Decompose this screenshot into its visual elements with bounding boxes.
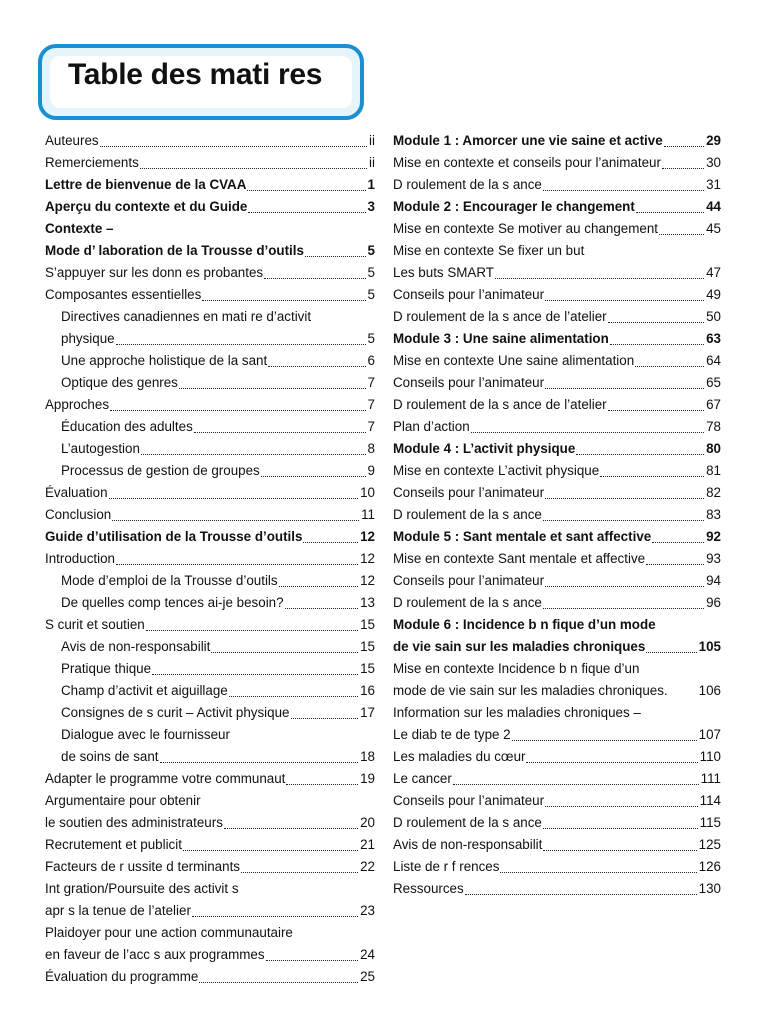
dot-leader: [241, 872, 358, 873]
toc-entry-label: Adapter le programme votre communaut: [45, 771, 286, 786]
toc-entry-label: Facteurs de r ussite d terminants: [45, 859, 240, 874]
toc-entry-label: Avis de non-responsabilit: [393, 837, 543, 852]
toc-entry-page: 64: [706, 353, 721, 368]
toc-entry-label: S curit et soutien: [45, 617, 145, 632]
toc-entry-page: ii: [369, 155, 375, 170]
toc-entry[interactable]: [393, 548, 721, 570]
toc-entry-label: Recrutement et publicit: [45, 837, 182, 852]
dot-leader: [576, 454, 704, 455]
toc-entry[interactable]: [393, 130, 721, 152]
dot-leader: [110, 410, 366, 411]
toc-entry-page: 10: [360, 485, 375, 500]
toc-entry-label: Éducation des adultes: [61, 419, 193, 434]
toc-entry-page: 7: [367, 419, 375, 434]
dot-leader: [636, 212, 704, 213]
toc-entry[interactable]: [45, 130, 375, 152]
toc-entry[interactable]: [393, 460, 721, 482]
toc-entry-label: Une approche holistique de la sant: [61, 353, 268, 368]
toc-entry-label: De quelles comp tences ai-je besoin?: [61, 595, 284, 610]
title-frame: [38, 44, 364, 120]
dot-leader: [610, 344, 704, 345]
toc-entry-page: 82: [706, 485, 721, 500]
toc-entry-page: 63: [706, 331, 721, 346]
toc-entry-page: 114: [699, 793, 721, 808]
toc-entry-page: 50: [706, 309, 721, 324]
dot-leader: [194, 432, 366, 433]
dot-leader: [453, 784, 699, 785]
dot-leader: [526, 762, 697, 763]
dot-leader: [543, 520, 704, 521]
toc-entry-page: 6: [367, 353, 375, 368]
dot-leader: [261, 476, 366, 477]
toc-left-column: [45, 130, 375, 988]
toc-entry-label: Conseils pour l’animateur: [393, 287, 545, 302]
dot-leader: [109, 498, 359, 499]
dot-leader: [100, 146, 367, 147]
toc-entry-label: Remerciements: [45, 155, 139, 170]
toc-entry-page: 5: [367, 331, 375, 346]
toc-entry[interactable]: [45, 350, 375, 372]
dot-leader: [266, 960, 359, 961]
toc-entry-label: Évaluation du programme: [45, 969, 199, 984]
toc-entry-page: 7: [367, 375, 375, 390]
toc-entry[interactable]: [45, 966, 375, 988]
toc-entry[interactable]: [45, 482, 375, 504]
toc-entry-label: Composantes essentielles: [45, 287, 202, 302]
toc-entry-page: 1: [367, 177, 375, 192]
toc-entry[interactable]: [393, 636, 721, 658]
dot-leader: [248, 212, 365, 213]
toc-entry-page: 20: [360, 815, 375, 830]
toc-entry-page: 9: [367, 463, 375, 478]
dot-leader: [652, 542, 704, 543]
toc-entry[interactable]: [45, 614, 375, 636]
toc-entry-page: 25: [360, 969, 375, 984]
toc-entry[interactable]: [45, 416, 375, 438]
dot-leader: [303, 542, 358, 543]
toc-entry-label: Mise en contexte et conseils pour l’animateur: [393, 155, 661, 170]
dot-leader: [305, 256, 366, 257]
toc-entry-label: Les maladies du cœur: [393, 749, 526, 764]
dot-leader: [152, 674, 358, 675]
toc-entry[interactable]: [45, 592, 375, 614]
toc-entry-page: 13: [360, 595, 375, 610]
toc-entry[interactable]: [393, 416, 721, 438]
toc-entry[interactable]: [45, 834, 375, 856]
toc-entry-page: 18: [360, 749, 375, 764]
dot-leader: [465, 894, 697, 895]
toc-entry[interactable]: [45, 284, 375, 306]
toc-entry-page: 44: [706, 199, 721, 214]
dot-leader: [286, 784, 358, 785]
toc-entry-page: 19: [360, 771, 375, 786]
toc-entry-label: Conseils pour l’animateur: [393, 375, 545, 390]
toc-entry[interactable]: [393, 570, 721, 592]
toc-entry-page: 3: [367, 199, 375, 214]
toc-entry[interactable]: [45, 768, 375, 790]
toc-entry-page: 16: [360, 683, 375, 698]
toc-entry-label: physique: [61, 331, 115, 346]
dot-leader: [545, 806, 698, 807]
toc-entry[interactable]: [45, 570, 375, 592]
toc-entry-label: Optique des genres: [61, 375, 178, 390]
toc-entry-label: Conseils pour l’animateur: [393, 573, 545, 588]
toc-entry[interactable]: [393, 152, 721, 174]
toc-entry-label: Mise en contexte Se motiver au changement: [393, 221, 658, 236]
toc-entry-page: 7: [367, 397, 375, 412]
dot-leader: [543, 608, 704, 609]
toc-entry[interactable]: [393, 504, 721, 526]
toc-entry[interactable]: [393, 196, 721, 218]
toc-entry[interactable]: [393, 218, 721, 240]
toc-entry[interactable]: [393, 328, 721, 350]
toc-entry-page: 96: [706, 595, 721, 610]
toc-entry-label: Consignes de s curit – Activit physique: [61, 705, 290, 720]
toc-entry[interactable]: [45, 152, 375, 174]
toc-line: Information sur les maladies chroniques –: [393, 705, 641, 720]
toc-entry[interactable]: [393, 768, 721, 790]
toc-entry[interactable]: [45, 856, 375, 878]
toc-entry-label: Ressources: [393, 881, 464, 896]
toc-entry[interactable]: [45, 548, 375, 570]
dot-leader: [545, 498, 704, 499]
toc-entry[interactable]: [45, 746, 375, 768]
toc-entry-label: Le diab te de type 2: [393, 727, 511, 742]
toc-entry-label: Introduction: [45, 551, 115, 566]
dot-leader: [279, 586, 358, 587]
toc-entry-page: 49: [706, 287, 721, 302]
toc-entry[interactable]: [45, 680, 375, 702]
toc-entry-page: 15: [360, 617, 375, 632]
dot-leader: [264, 278, 365, 279]
dot-leader: [268, 366, 365, 367]
dot-leader: [140, 168, 367, 169]
toc-entry-label: Lettre de bienvenue de la CVAA: [45, 177, 247, 192]
toc-entry-label: Approches: [45, 397, 110, 412]
toc-entry-page: 11: [361, 507, 375, 522]
dot-leader: [471, 432, 704, 433]
dot-leader: [543, 850, 696, 851]
toc-entry-label: de soins de sant: [61, 749, 159, 764]
dot-leader: [646, 564, 704, 565]
toc-entry-page: 45: [706, 221, 721, 236]
toc-entry[interactable]: [45, 174, 375, 196]
toc-entry-label: Pratique thique: [61, 661, 152, 676]
toc-entry-page: ii: [369, 133, 375, 148]
toc-entry[interactable]: [393, 482, 721, 504]
dot-leader: [646, 652, 696, 653]
toc-entry-label: Mode d’ laboration de la Trousse d’outils: [45, 243, 304, 258]
toc-entry[interactable]: [45, 394, 375, 416]
toc-entry-page: 31: [706, 177, 721, 192]
page-title: Table des mati res: [68, 58, 323, 91]
toc-entry-label: de vie sain sur les maladies chroniques: [393, 639, 646, 654]
toc-entry-label: Les buts SMART: [393, 265, 494, 280]
toc-entry[interactable]: [393, 372, 721, 394]
toc-entry-page: 80: [706, 441, 721, 456]
toc-line: Argumentaire pour obtenir: [45, 793, 201, 808]
toc-entry-page: 29: [706, 133, 721, 148]
dot-leader: [116, 564, 358, 565]
dot-leader: [116, 344, 366, 345]
toc-entry-page: 125: [698, 837, 721, 852]
toc-entry-label: S’appuyer sur les donn es probantes: [45, 265, 264, 280]
toc-entry-label: Plan d’action: [393, 419, 470, 434]
toc-entry-label: Module 3 : Une saine alimentation: [393, 331, 609, 346]
dot-leader: [202, 300, 365, 301]
toc-entry[interactable]: [393, 394, 721, 416]
dot-leader: [291, 718, 359, 719]
toc-entry-label: apr s la tenue de l’atelier: [45, 903, 191, 918]
toc-entry-label: L’autogestion: [61, 441, 140, 456]
toc-entry[interactable]: [393, 680, 721, 702]
dot-leader: [146, 630, 358, 631]
toc-entry-page: 12: [360, 529, 375, 544]
toc-entry-label: Module 4 : L’activit physique: [393, 441, 576, 456]
toc-entry-page: 111: [700, 771, 721, 786]
toc-entry[interactable]: [393, 790, 721, 812]
dot-leader: [635, 366, 704, 367]
toc-line: Plaidoyer pour une action communautaire: [45, 925, 293, 940]
dot-leader: [659, 234, 704, 235]
toc-entry[interactable]: [45, 944, 375, 966]
toc-entry-label: Module 1 : Amorcer une vie saine et active: [393, 133, 663, 148]
toc-entry-page: 130: [698, 881, 721, 896]
toc-entry-page: 30: [706, 155, 721, 170]
toc-entry-page: 115: [699, 815, 721, 830]
toc-right-column: [393, 130, 721, 900]
toc-entry-page: 47: [706, 265, 721, 280]
toc-entry[interactable]: [393, 856, 721, 878]
toc-line: Mise en contexte Se fixer un but: [393, 243, 585, 258]
dot-leader: [183, 850, 358, 851]
toc-entry-label: Conseils pour l’animateur: [393, 793, 545, 808]
toc-entry-label: Mise en contexte L’activit physique: [393, 463, 600, 478]
toc-entry-page: 110: [699, 749, 721, 764]
dot-leader: [247, 190, 365, 191]
toc-entry-page: 22: [360, 859, 375, 874]
toc-entry[interactable]: [393, 350, 721, 372]
toc-entry-label: Mise en contexte Une saine alimentation: [393, 353, 635, 368]
toc-entry[interactable]: [393, 592, 721, 614]
dot-leader: [545, 586, 704, 587]
toc-entry-label: Mode d’emploi de la Trousse d’outils: [61, 573, 278, 588]
toc-entry-label: D roulement de la s ance: [393, 815, 542, 830]
toc-entry[interactable]: [393, 306, 721, 328]
toc-line: Contexte –: [45, 221, 114, 236]
toc-entry-page: 5: [367, 265, 375, 280]
toc-entry-page: 94: [706, 573, 721, 588]
toc-entry[interactable]: [45, 636, 375, 658]
toc-entry-page: 78: [706, 419, 721, 434]
toc-entry-page: 23: [360, 903, 375, 918]
dot-leader: [495, 278, 704, 279]
toc-entry-label: Avis de non-responsabilit: [61, 639, 211, 654]
toc-entry[interactable]: [45, 526, 375, 548]
dot-leader: [179, 388, 366, 389]
dot-leader: [229, 696, 358, 697]
dot-leader: [192, 916, 358, 917]
toc-entry-page: 81: [706, 463, 721, 478]
dot-leader: [224, 828, 358, 829]
toc-entry-page: 12: [360, 573, 375, 588]
toc-entry[interactable]: [45, 900, 375, 922]
toc-entry-page: 105: [698, 639, 721, 654]
dot-leader: [500, 872, 696, 873]
toc-entry-page: 24: [360, 947, 375, 962]
toc-entry-page: 5: [367, 243, 375, 258]
toc-entry-label: Le cancer: [393, 771, 452, 786]
dot-leader: [160, 762, 359, 763]
dot-leader: [545, 388, 704, 389]
toc-entry-label: D roulement de la s ance de l’atelier: [393, 309, 607, 324]
dot-leader: [112, 520, 359, 521]
toc-entry[interactable]: [45, 438, 375, 460]
toc-entry-label: Conclusion: [45, 507, 112, 522]
toc-entry-page: 8: [367, 441, 375, 456]
dot-leader: [512, 740, 697, 741]
toc-entry[interactable]: [393, 526, 721, 548]
toc-entry-page: 126: [698, 859, 721, 874]
toc-entry-label: Module 2 : Encourager le changement: [393, 199, 635, 214]
toc-entry[interactable]: [45, 240, 375, 262]
toc-line: Directives canadiennes en mati re d’activit: [61, 309, 312, 324]
toc-entry-page: 12: [360, 551, 375, 566]
dot-leader: [664, 146, 704, 147]
toc-entry-page: 93: [706, 551, 721, 566]
toc-entry-label: Aperçu du contexte et du Guide: [45, 199, 248, 214]
toc-line: Int gration/Poursuite des activit s: [45, 881, 239, 896]
toc-line: Mise en contexte Incidence b n fique d’un: [393, 661, 640, 676]
toc-entry-label: Mise en contexte Sant mentale et affective: [393, 551, 646, 566]
toc-entry[interactable]: [393, 262, 721, 284]
toc-entry-label: Liste de r f rences: [393, 859, 500, 874]
toc-entry-page: 17: [360, 705, 375, 720]
toc-entry-label: Auteures: [45, 133, 99, 148]
toc-entry-label: Module 5 : Sant mentale et sant affective: [393, 529, 652, 544]
toc-entry-label: mode de vie sain sur les maladies chroniques.: [393, 683, 668, 698]
toc-entry-page: 67: [706, 397, 721, 412]
toc-entry-page: 83: [706, 507, 721, 522]
toc-entry[interactable]: [393, 284, 721, 306]
toc-entry-page: 5: [367, 287, 375, 302]
toc-entry-page: 15: [360, 639, 375, 654]
toc-entry[interactable]: [45, 702, 375, 724]
dot-leader: [199, 982, 358, 983]
dot-leader: [545, 300, 704, 301]
dot-leader: [211, 652, 358, 653]
toc-entry[interactable]: [45, 328, 375, 350]
toc-line: Module 6 : Incidence b n fique d’un mode: [393, 617, 656, 632]
toc-entry-label: Évaluation: [45, 485, 108, 500]
toc-entry[interactable]: [393, 746, 721, 768]
toc-entry-label: Guide d’utilisation de la Trousse d’outils: [45, 529, 303, 544]
toc-entry[interactable]: [393, 724, 721, 746]
dot-leader: [608, 322, 704, 323]
toc-entry[interactable]: [393, 438, 721, 460]
dot-leader: [543, 828, 698, 829]
toc-entry[interactable]: [393, 834, 721, 856]
toc-entry-label: D roulement de la s ance de l’atelier: [393, 397, 607, 412]
dot-leader: [600, 476, 704, 477]
toc-entry[interactable]: [45, 460, 375, 482]
toc-entry-label: Conseils pour l’animateur: [393, 485, 545, 500]
toc-entry-label: le soutien des administrateurs: [45, 815, 223, 830]
toc-entry[interactable]: [45, 658, 375, 680]
dot-leader: [543, 190, 704, 191]
toc-entry-label: Processus de gestion de groupes: [61, 463, 260, 478]
toc-entry-label: D roulement de la s ance: [393, 595, 542, 610]
toc-entry[interactable]: [45, 812, 375, 834]
toc-entry[interactable]: [393, 174, 721, 196]
dot-leader: [141, 454, 366, 455]
toc-entry-page: 92: [706, 529, 721, 544]
toc-entry-page: 15: [360, 661, 375, 676]
toc-entry[interactable]: [45, 262, 375, 284]
toc-entry-page: 21: [360, 837, 375, 852]
toc-entry[interactable]: [45, 372, 375, 394]
toc-entry-label: D roulement de la s ance: [393, 507, 542, 522]
toc-entry[interactable]: [45, 196, 375, 218]
toc-entry-label: Champ d’activit et aiguillage: [61, 683, 228, 698]
toc-entry-page: 106: [698, 683, 721, 698]
dot-leader: [285, 608, 359, 609]
toc-entry-label: D roulement de la s ance: [393, 177, 542, 192]
toc-entry-label: en faveur de l’acc s aux programmes: [45, 947, 265, 962]
toc-entry-page: 65: [706, 375, 721, 390]
toc-entry-page: 107: [698, 727, 721, 742]
toc-entry[interactable]: [393, 878, 721, 900]
dot-leader: [608, 410, 704, 411]
toc-entry[interactable]: [393, 812, 721, 834]
dot-leader: [662, 168, 704, 169]
toc-entry[interactable]: [45, 504, 375, 526]
toc-line: Dialogue avec le fournisseur: [61, 727, 230, 742]
